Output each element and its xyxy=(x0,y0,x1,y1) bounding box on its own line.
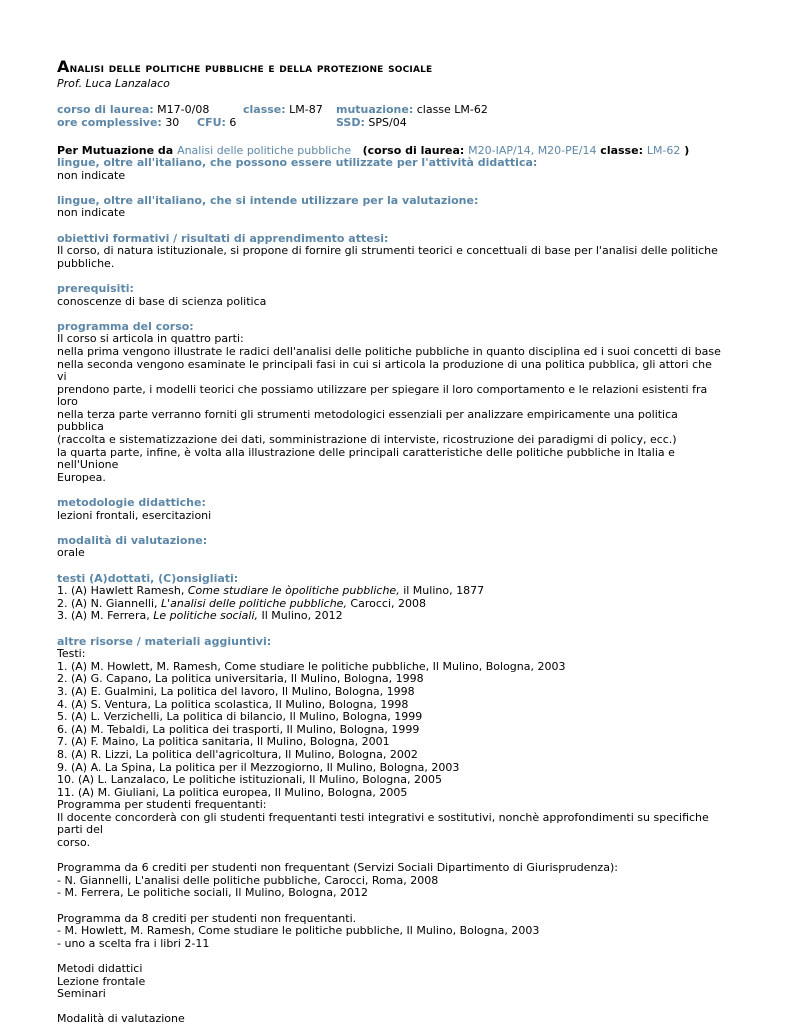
text-line: nella prima vengono illustrate le radici dell'analisi delle politiche pubbliche in quanto disciplina ed i suoi concetti di base xyxy=(57,344,721,358)
info-row-1 xyxy=(57,103,722,116)
section-heading: lingue, oltre all'italiano, che possono essere utilizzate per l'attività didattica: xyxy=(57,156,538,169)
text-line: - M. Ferrera, Le politiche sociali, Il Mulino, Bologna, 2012 xyxy=(57,886,368,900)
text-line: Programma per studenti frequentanti: xyxy=(57,798,267,812)
text-line: corso. xyxy=(57,836,91,850)
section-risorse xyxy=(57,636,722,1026)
section-heading: modalità di valutazione: xyxy=(57,533,208,547)
section-metodologie xyxy=(57,497,722,522)
text-line: 2. (A) G. Capano, La politica universitaria, Il Mulino, Bologna, 1998 xyxy=(57,672,424,686)
section-heading: programma del corso: xyxy=(57,319,194,333)
text-line: 7. (A) F. Maino, La politica sanitaria, Il Mulino, Bologna, 2001 xyxy=(57,735,390,749)
section-lingue-valutazione xyxy=(57,195,722,220)
blank-line xyxy=(57,900,722,913)
section-modalita xyxy=(57,535,722,560)
cfu-label: CFU: xyxy=(197,116,226,129)
text-line: 6. (A) M. Tebaldi, La politica dei trasporti, Il Mulino, Bologna, 1999 xyxy=(57,722,420,736)
book-item: 1. (A) Hawlett Ramesh, Come studiare le òpolitiche pubbliche, il Mulino, 1877 xyxy=(57,584,485,598)
text-line: 5. (A) L. Verzichelli, La politica di bilancio, Il Mulino, Bologna, 1999 xyxy=(57,710,423,724)
book-item: 2. (A) N. Giannelli, L'analisi delle politiche pubbliche, Carocci, 2008 xyxy=(57,596,427,610)
text-line: Programma da 6 crediti per studenti non frequentant (Servizi Sociali Dipartimento di Giurisprudenza): xyxy=(57,861,618,875)
text-line: 3. (A) E. Gualmini, La politica del lavoro, Il Mulino, Bologna, 1998 xyxy=(57,684,415,698)
section-heading: obiettivi formativi / risultati di apprendimento attesi: xyxy=(57,231,389,245)
section-heading: metodologie didattiche: xyxy=(57,496,206,510)
section-programma xyxy=(57,321,722,485)
section-obiettivi xyxy=(57,233,722,271)
corso-label: corso di laurea: xyxy=(57,103,154,116)
text-line: Il corso si articola in quattro parti: xyxy=(57,332,244,346)
section-heading: prerequisiti: xyxy=(57,281,134,295)
mutuazione-line: Per Mutuazione da Analisi delle politiche pubbliche (corso di laurea: M20-IAP/14, M20-PE/14 classe: LM-62 ) xyxy=(57,144,690,157)
blank-line xyxy=(57,950,722,963)
text-line: nella terza parte verranno forniti gli strumenti metodologici essenziali per analizzare empiricamente una politica pubblica xyxy=(57,407,678,434)
section-text: conoscenze di base di scienza politica xyxy=(57,294,267,308)
course-document xyxy=(57,58,722,1026)
text-line: 9. (A) A. La Spina, La politica per il Mezzogiorno, Il Mulino, Bologna, 2003 xyxy=(57,760,460,774)
text-line: Metodi didattici xyxy=(57,962,143,975)
book-item: 3. (A) M. Ferrera, Le politiche sociali, Il Mulino, 2012 xyxy=(57,609,343,623)
ore-label: ore complessive: xyxy=(57,116,162,129)
text-line: prendono parte, i modelli teorici che possiamo utilizzare per spiegare il loro comportamento e le relazioni esistenti fra loro xyxy=(57,382,708,409)
professor-name: Prof. Luca Lanzalaco xyxy=(57,77,170,90)
section-prerequisiti xyxy=(57,283,722,308)
ssd-value: SPS/04 xyxy=(368,116,407,129)
section-lingue-didattica xyxy=(57,157,722,182)
classe-value: LM-87 xyxy=(289,103,323,116)
text-line: Modalità di valutazione xyxy=(57,1012,185,1026)
corso-value: M17-0/08 xyxy=(157,103,210,116)
text-line: 4. (A) S. Ventura, La politica scolastica, Il Mulino, Bologna, 1998 xyxy=(57,697,409,711)
text-line: 10. (A) L. Lanzalaco, Le politiche istituzionali, Il Mulino, Bologna, 2005 xyxy=(57,773,442,787)
mutuazione-label: mutuazione: xyxy=(336,103,414,116)
section-testi xyxy=(57,573,722,623)
text-line: Il corso, di natura istituzionale, si propone di fornire gli strumenti teorici e concettuali di base per l'analisi delle politiche xyxy=(57,244,718,258)
mutuazione-classe-link[interactable]: LM-62 xyxy=(646,144,681,157)
text-line: - M. Howlett, M. Ramesh, Come studiare le politiche pubbliche, Il Mulino, Bologna, 2003 xyxy=(57,924,540,938)
cfu-value: 6 xyxy=(229,116,237,129)
text-line: Lezione frontale xyxy=(57,974,146,988)
page-title: Analisi delle politiche pubbliche e della protezione sociale xyxy=(57,57,433,76)
section-text: lezioni frontali, esercitazioni xyxy=(57,508,212,522)
section-heading: testi (A)dottati, (C)onsigliati: xyxy=(57,571,239,585)
section-heading: lingue, oltre all'italiano, che si intende utilizzare per la valutazione: xyxy=(57,193,479,207)
text-line: Europea. xyxy=(57,470,106,484)
section-text: orale xyxy=(57,546,85,560)
text-line: 1. (A) M. Howlett, M. Ramesh, Come studiare le politiche pubbliche, Il Mulino, Bologna, 2003 xyxy=(57,659,566,673)
text-line: Il docente concorderà con gli studenti frequentanti testi integrativi e sostitutivi, nonchè approfondimenti su specifiche parti del xyxy=(57,810,709,837)
text-line: nella seconda vengono esaminate le principali fasi in cui si articola la produzione di una politica pubblica, gli attori che vi xyxy=(57,357,712,384)
text-line: pubbliche. xyxy=(57,256,115,270)
text-line: Testi: xyxy=(57,647,86,661)
info-row-2 xyxy=(57,116,722,129)
ssd-label: SSD: xyxy=(336,116,365,129)
text-line: la quarta parte, infine, è volta alla illustrazione delle principali caratteristiche delle politiche pubbliche in Italia e nell'Unione xyxy=(57,445,675,472)
text-line: - uno a scelta fra i libri 2-11 xyxy=(57,936,210,950)
section-text: non indicate xyxy=(57,206,126,220)
section-heading: altre risorse / materiali aggiuntivi: xyxy=(57,634,272,648)
text-line: Seminari xyxy=(57,987,106,1001)
mutuazione-value: classe LM-62 xyxy=(416,103,488,116)
text-line: 11. (A) M. Giuliani, La politica europea, Il Mulino, Bologna, 2005 xyxy=(57,785,408,799)
ore-value: 30 xyxy=(165,116,180,129)
text-line: (raccolta e sistematizzazione dei dati, somministrazione di interviste, ricostruzione dei paradigmi di policy, ecc.) xyxy=(57,433,677,447)
risorse-lines xyxy=(57,648,722,1026)
classe-label: classe: xyxy=(243,103,286,116)
mutuazione-course-link[interactable]: Analisi delle politiche pubbliche xyxy=(177,144,352,157)
text-line: - N. Giannelli, L'analisi delle politiche pubbliche, Carocci, Roma, 2008 xyxy=(57,873,439,887)
text-line: 8. (A) R. Lizzi, La politica dell'agricoltura, Il Mulino, Bologna, 2002 xyxy=(57,747,418,761)
mutuazione-corso-link[interactable]: M20-IAP/14, M20-PE/14 xyxy=(468,144,597,157)
text-line: Programma da 8 crediti per studenti non frequentanti. xyxy=(57,911,357,925)
section-text: non indicate xyxy=(57,168,126,182)
